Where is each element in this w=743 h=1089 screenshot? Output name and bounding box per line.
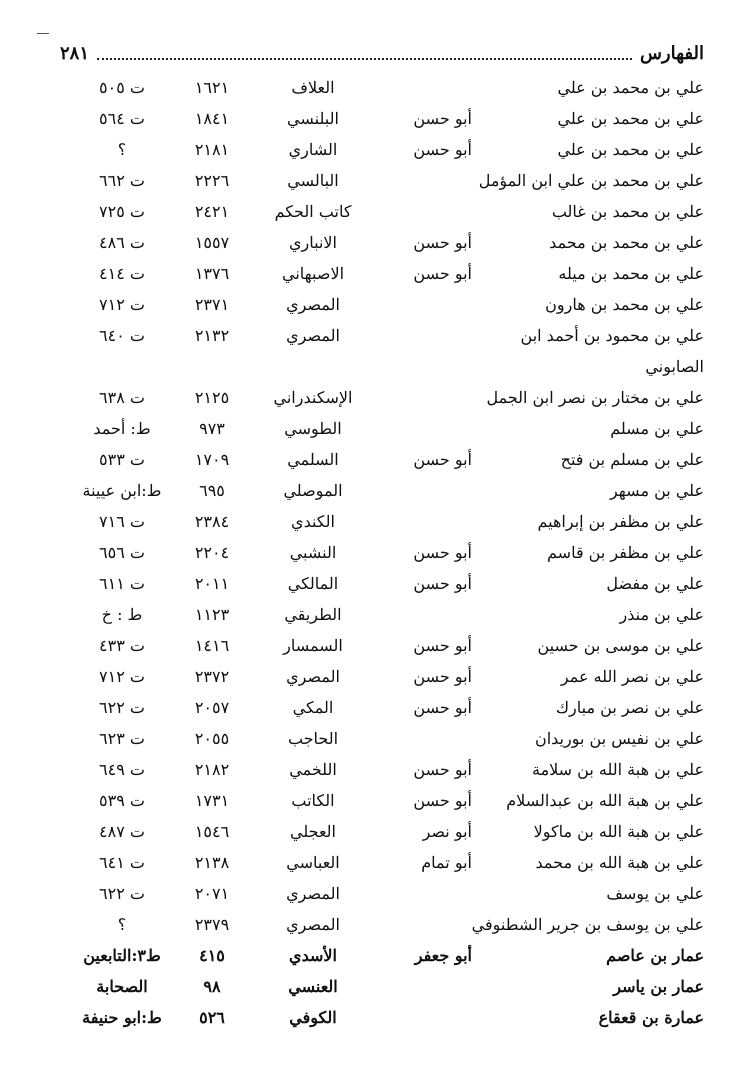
entry-number: ٢٤٢١ [194, 202, 230, 221]
entry-reference: ط:ابو حنيفة [82, 1008, 162, 1027]
index-row [90, 754, 704, 785]
entry-nisba: المصري [286, 326, 340, 345]
entry-reference: ت ٦٢٢ [99, 884, 145, 903]
index-row [90, 165, 704, 196]
entry-nisba: الطريقي [284, 605, 342, 624]
entry-number: ٦٩٥ [199, 481, 225, 500]
margin-mark [37, 33, 49, 34]
entry-number: ٢٣٨٤ [194, 512, 230, 531]
entry-name: علي بن يوسف [606, 884, 704, 903]
entry-kunya: أبو حسن [413, 450, 472, 469]
entry-number: ٢١٨١ [194, 140, 230, 159]
entry-reference: ت ٧١٢ [99, 667, 145, 686]
entry-name: علي بن نصر الله عمر [560, 667, 704, 686]
entry-name: عمار بن عاصم [606, 946, 704, 965]
entry-number: ٢٢٢٦ [194, 171, 230, 190]
entry-number: ٢٣٧٩ [194, 915, 230, 934]
index-row [90, 816, 704, 847]
entry-name: علي بن محمد بن علي ابن المؤمل [478, 171, 704, 190]
entry-reference: ت ٧١٢ [99, 295, 145, 314]
index-table [82, 72, 704, 1033]
index-row [90, 196, 704, 227]
header-dot-leader [97, 46, 632, 60]
entry-reference: ت ٦٤١ [99, 853, 145, 872]
entry-reference: ؟ [117, 915, 127, 934]
entry-nisba: اللخمي [289, 760, 337, 779]
index-row [90, 72, 704, 103]
entry-name: علي بن مسلم بن فتح [560, 450, 704, 469]
entry-kunya: أبو حسن [413, 667, 472, 686]
entry-name: علي بن محمد بن علي [557, 78, 704, 97]
index-row [90, 599, 704, 630]
entry-reference: ت ٤٨٧ [99, 822, 145, 841]
entry-name: علي بن محمد بن غالب [551, 202, 704, 221]
entry-number: ٢٣٧٢ [194, 667, 230, 686]
entry-reference: ت ٤١٤ [99, 264, 145, 283]
entry-number: ٢٣٧١ [194, 295, 230, 314]
entry-reference: ط:ابن عيينة [82, 481, 162, 500]
entry-reference: ت ٥٦٤ [99, 109, 145, 128]
entry-kunya: أبو تمام [421, 853, 472, 872]
entry-nisba: كاتب الحكم [274, 202, 352, 221]
entry-reference: ت ٦٤٩ [99, 760, 145, 779]
entry-nisba: المصري [286, 667, 340, 686]
entry-name: علي بن مظفر بن قاسم [547, 543, 704, 562]
entry-number: ٢٠١١ [194, 574, 230, 593]
entry-nisba: الكاتب [291, 791, 335, 810]
entry-name: علي بن نصر بن مبارك [555, 698, 704, 717]
entry-reference: ت ٤٨٦ [99, 233, 145, 252]
entry-name: علي بن منذر [619, 605, 704, 624]
entry-number: ٢١٨٢ [194, 760, 230, 779]
entry-nisba: الطوسي [284, 419, 342, 438]
index-row [90, 444, 704, 475]
entry-name: علي بن مسهر [609, 481, 704, 500]
entry-reference: ت ٧٢٥ [99, 202, 145, 221]
entry-number: ١٥٤٦ [194, 822, 230, 841]
entry-kunya: أبو حسن [413, 264, 472, 283]
entry-name: علي بن محمد بن علي [557, 140, 704, 159]
entry-name: علي بن هبة الله بن سلامة [531, 760, 704, 779]
index-row [90, 692, 704, 723]
entry-nisba: النشبي [289, 543, 337, 562]
entry-name: علي بن محمد بن محمد [549, 233, 704, 252]
entry-nisba: الشاري [288, 140, 338, 159]
entry-kunya: أبو حسن [413, 574, 472, 593]
index-row [90, 661, 704, 692]
entry-kunya: أبو حسن [413, 698, 472, 717]
index-row [90, 878, 704, 909]
page-header [60, 40, 704, 66]
index-row [90, 320, 704, 382]
entry-kunya: أبو حسن [413, 233, 472, 252]
entry-number: ٢٠٧١ [194, 884, 230, 903]
entry-reference: ت ٦١١ [99, 574, 145, 593]
entry-name: علي بن موسى بن حسين [537, 636, 704, 655]
entry-kunya: أبو نصر [422, 822, 472, 841]
entry-number: ٤١٥ [199, 946, 225, 965]
entry-name: علي بن هبة الله بن ماكولا [533, 822, 704, 841]
index-row [90, 134, 704, 165]
index-row [90, 103, 704, 134]
entry-number: ٥٢٦ [199, 1008, 225, 1027]
entry-number: ٢١٣٢ [194, 326, 230, 345]
index-row [90, 568, 704, 599]
entry-number: ١٤١٦ [194, 636, 230, 655]
entry-number: ٢١٣٨ [194, 853, 230, 872]
entry-number: ١٧٣١ [194, 791, 230, 810]
index-row [83, 940, 704, 971]
header-title: الفهارس [639, 42, 704, 64]
entry-reference: ت ٥٣٣ [99, 450, 145, 469]
entry-nisba: السلمي [287, 450, 339, 469]
entry-name: علي بن مسلم [610, 419, 704, 438]
entry-number: ١٨٤١ [194, 109, 230, 128]
entry-name: علي بن يوسف بن جرير الشطنوفي [471, 915, 704, 934]
entry-reference: ت ٧١٦ [99, 512, 145, 531]
entry-nisba: السمسار [283, 636, 343, 655]
index-row [90, 227, 704, 258]
entry-number: ١٦٢١ [194, 78, 230, 97]
entry-name: علي بن محمد بن هارون [545, 295, 704, 314]
entry-name: عمارة بن قعقاع [598, 1008, 704, 1027]
entry-name-continuation: الصابوني [645, 357, 704, 376]
entry-number: ٢٠٥٥ [194, 729, 230, 748]
index-row [90, 785, 704, 816]
entry-name: علي بن محمد بن ميله [558, 264, 704, 283]
entry-name: علي بن محمود بن أحمد ابن [520, 326, 704, 345]
entry-reference: ت ٦٦٢ [99, 171, 145, 190]
index-row [90, 382, 704, 413]
entry-nisba: البلنسي [287, 109, 339, 128]
entry-nisba: الأسدي [289, 946, 337, 965]
entry-name: علي بن مختار بن نصر ابن الجمل [486, 388, 704, 407]
entry-reference: ت ٦٥٦ [99, 543, 145, 562]
entry-nisba: العنسي [288, 977, 338, 996]
entry-name: علي بن محمد بن علي [557, 109, 704, 128]
entry-name: علي بن هبة الله بن عبدالسلام [506, 791, 704, 810]
entry-reference: ط : خ [101, 605, 143, 624]
entry-number: ١٣٧٦ [194, 264, 230, 283]
entry-reference: ت ٥٠٥ [99, 78, 145, 97]
entry-name: عمار بن ياسر [613, 977, 704, 996]
index-row [82, 475, 704, 506]
index-row [82, 1002, 704, 1033]
entry-reference: ؟ [117, 140, 127, 159]
entry-number: ٩٧٣ [199, 419, 225, 438]
entry-reference: ت ٦٣٨ [99, 388, 145, 407]
entry-nisba: الكوفي [289, 1008, 337, 1027]
entry-kunya: أبو جعفر [414, 946, 472, 965]
entry-number: ٢١٢٥ [194, 388, 230, 407]
entry-name: علي بن مفضل [606, 574, 704, 593]
entry-nisba: البالسي [287, 171, 339, 190]
entry-nisba: الموصلي [283, 481, 343, 500]
entry-nisba: المصري [286, 884, 340, 903]
entry-name: علي بن مظفر بن إبراهيم [537, 512, 704, 531]
entry-number: ٢٠٥٧ [194, 698, 230, 717]
entry-nisba: العباسي [286, 853, 340, 872]
entry-kunya: أبو حسن [413, 760, 472, 779]
index-row [90, 723, 704, 754]
entry-kunya: أبو حسن [413, 791, 472, 810]
entry-kunya: أبو حسن [413, 543, 472, 562]
entry-kunya: أبو حسن [413, 636, 472, 655]
entry-nisba: الحاجب [287, 729, 339, 748]
entry-number: ٩٨ [203, 977, 221, 996]
entry-nisba: العلاف [291, 78, 335, 97]
entry-name: علي بن هبة الله بن محمد [535, 853, 704, 872]
entry-kunya: أبو حسن [413, 140, 472, 159]
index-row [90, 289, 704, 320]
entry-nisba: الإسكندراني [273, 388, 353, 407]
entry-reference: ت ٦٤٠ [99, 326, 145, 345]
page-number: ٢٨١ [60, 42, 90, 64]
index-row [90, 909, 704, 940]
entry-kunya: أبو حسن [413, 109, 472, 128]
entry-nisba: العجلي [290, 822, 336, 841]
entry-number: ١٥٥٧ [194, 233, 230, 252]
entry-nisba: الكندي [291, 512, 335, 531]
index-row [90, 537, 704, 568]
index-row [90, 413, 704, 444]
index-row [90, 258, 704, 289]
entry-nisba: الاصبهاني [281, 264, 345, 283]
entry-nisba: المصري [286, 915, 340, 934]
entry-name: علي بن نفيس بن بوريدان [534, 729, 704, 748]
entry-reference: ت ٦٢٢ [99, 698, 145, 717]
entry-nisba: المكي [292, 698, 334, 717]
index-row [90, 630, 704, 661]
entry-number: ١٧٠٩ [194, 450, 230, 469]
entry-number: ١١٢٣ [194, 605, 230, 624]
entry-reference: ت ٥٣٩ [99, 791, 145, 810]
entry-nisba: المصري [286, 295, 340, 314]
entry-reference: ت ٤٣٣ [99, 636, 145, 655]
entry-reference: ت ٦٢٣ [99, 729, 145, 748]
index-row [90, 506, 704, 537]
entry-reference: الصحابة [96, 977, 148, 996]
index-row [90, 847, 704, 878]
entry-nisba: الانباري [289, 233, 337, 252]
index-row [90, 971, 704, 1002]
entry-reference: ط: أحمد [93, 419, 151, 438]
entry-nisba: المالكي [287, 574, 339, 593]
entry-number: ٢٢٠٤ [194, 543, 230, 562]
entry-reference: ط٣:التابعين [83, 946, 161, 965]
